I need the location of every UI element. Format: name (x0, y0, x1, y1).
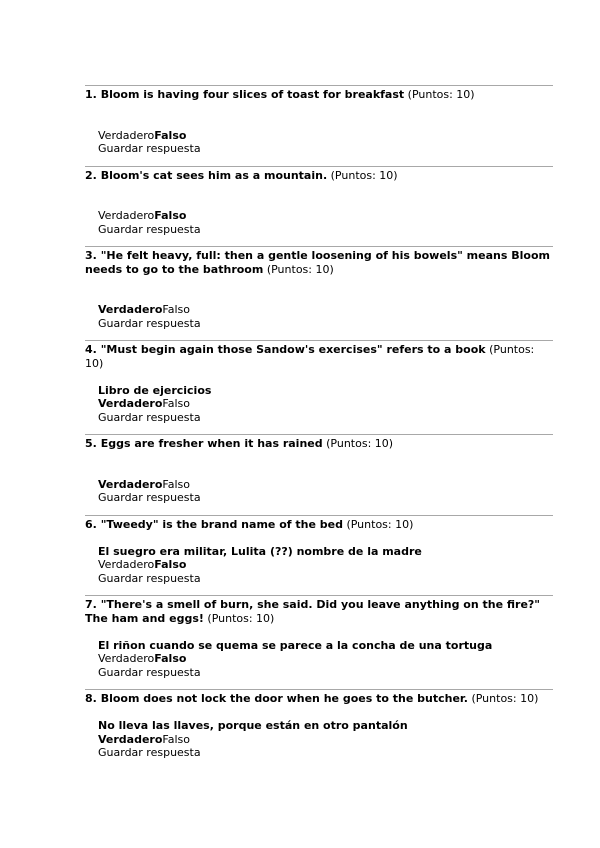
option-false[interactable]: Falso (154, 652, 187, 665)
answer-note: El riñon cuando se quema se parece a la concha de una tortuga (98, 638, 493, 652)
points-label: (Puntos: 10) (407, 88, 475, 101)
question-text (85, 518, 553, 532)
question-stem (85, 88, 404, 101)
option-true[interactable]: Verdadero (98, 652, 155, 665)
option-true[interactable]: Verdadero (98, 477, 163, 491)
answer-block (85, 719, 553, 770)
question-number: 3. (85, 249, 97, 262)
answer-options (98, 733, 553, 747)
question-text (85, 88, 553, 102)
answer-options (98, 209, 553, 223)
answer-options (98, 129, 553, 143)
answer-note: Libro de ejercicios (98, 383, 212, 397)
answer-options (98, 303, 553, 317)
question-number: 6. (85, 517, 97, 531)
points-label: (Puntos: 10) (471, 692, 539, 705)
question-statement: "Tweedy" is the brand name of the bed (100, 517, 343, 531)
option-false[interactable]: Falso (154, 558, 187, 571)
option-false[interactable]: Falso (162, 732, 190, 746)
question-text (85, 692, 553, 706)
option-true[interactable]: Verdadero (98, 303, 163, 316)
question-1 (85, 85, 553, 166)
question-2 (85, 166, 553, 247)
question-number: 4. (85, 343, 97, 356)
question-8 (85, 689, 553, 770)
question-stem (85, 169, 327, 182)
question-stem (85, 692, 468, 705)
save-answer-button[interactable]: Guardar respuesta (98, 222, 201, 236)
save-answer-button[interactable]: Guardar respuesta (98, 665, 201, 679)
save-answer-button[interactable]: Guardar respuesta (98, 746, 201, 759)
save-answer-button[interactable]: Guardar respuesta (98, 316, 201, 330)
question-number: 2. (85, 168, 97, 182)
question-6 (85, 515, 553, 596)
option-false[interactable]: Falso (154, 128, 187, 142)
points-label: (Puntos: 10) (326, 437, 394, 450)
question-statement: Bloom is having four slices of toast for breakfast (100, 88, 405, 101)
answer-block (85, 129, 553, 166)
question-stem (85, 598, 540, 625)
answer-options (98, 558, 553, 572)
question-statement: Eggs are fresher when it has rained (100, 437, 323, 450)
quiz (85, 85, 553, 770)
points-label: (Puntos: 10) (266, 262, 334, 276)
answer-note: El suegro era militar, Lulita (??) nombre de la madre (98, 544, 422, 558)
option-false[interactable]: Falso (162, 477, 190, 491)
question-number: 8. (85, 692, 97, 705)
points-label: (Puntos: 10) (346, 517, 414, 531)
points-label: (Puntos: 10) (330, 168, 398, 182)
question-text (85, 598, 553, 625)
question-text (85, 343, 553, 370)
question-7 (85, 595, 553, 689)
question-stem (85, 518, 343, 531)
question-statement: "He felt heavy, full: then a gentle loosening of his bowels" means Bloom needs to go to the bathroom (85, 249, 550, 276)
points-label: (Puntos: 10) (85, 343, 535, 370)
question-4 (85, 340, 553, 434)
question-number: 7. (85, 598, 97, 611)
question-statement: Bloom's cat sees him as a mountain. (100, 168, 328, 182)
answer-options (98, 397, 553, 411)
question-3 (85, 246, 553, 340)
option-true[interactable]: Verdadero (98, 209, 155, 222)
question-5 (85, 434, 553, 515)
save-answer-button[interactable]: Guardar respuesta (98, 142, 201, 155)
question-text (85, 169, 553, 183)
question-text (85, 437, 553, 451)
question-statement: Bloom does not lock the door when he goes to the butcher. (100, 692, 468, 705)
save-answer-button[interactable]: Guardar respuesta (98, 410, 201, 424)
answer-note: No lleva las llaves, porque están en otro pantalón (98, 719, 408, 732)
answer-options (98, 478, 553, 492)
option-true[interactable]: Verdadero (98, 558, 155, 571)
answer-block (85, 384, 553, 435)
option-false[interactable]: Falso (162, 303, 190, 316)
answer-block (85, 639, 553, 690)
save-answer-button[interactable]: Guardar respuesta (98, 491, 201, 504)
option-false[interactable]: Falso (154, 209, 187, 222)
question-number: 1. (85, 88, 97, 101)
question-statement: "Must begin again those Sandow's exercises" refers to a book (100, 343, 486, 356)
option-false[interactable]: Falso (162, 397, 190, 410)
question-text (85, 249, 553, 276)
question-number: 5. (85, 437, 97, 450)
answer-block (85, 209, 553, 246)
answer-block (85, 478, 553, 515)
question-stem (85, 343, 486, 356)
answer-options (98, 652, 553, 666)
save-answer-button[interactable]: Guardar respuesta (98, 571, 201, 585)
answer-block (85, 303, 553, 340)
option-true[interactable]: Verdadero (98, 397, 163, 410)
question-stem (85, 437, 323, 450)
option-true[interactable]: Verdadero (98, 128, 155, 142)
points-label: (Puntos: 10) (207, 611, 275, 625)
option-true[interactable]: Verdadero (98, 732, 163, 746)
question-statement: "There's a smell of burn, she said. Did you leave anything on the fire?" The ham and eggs! (85, 598, 541, 625)
answer-block (85, 545, 553, 596)
